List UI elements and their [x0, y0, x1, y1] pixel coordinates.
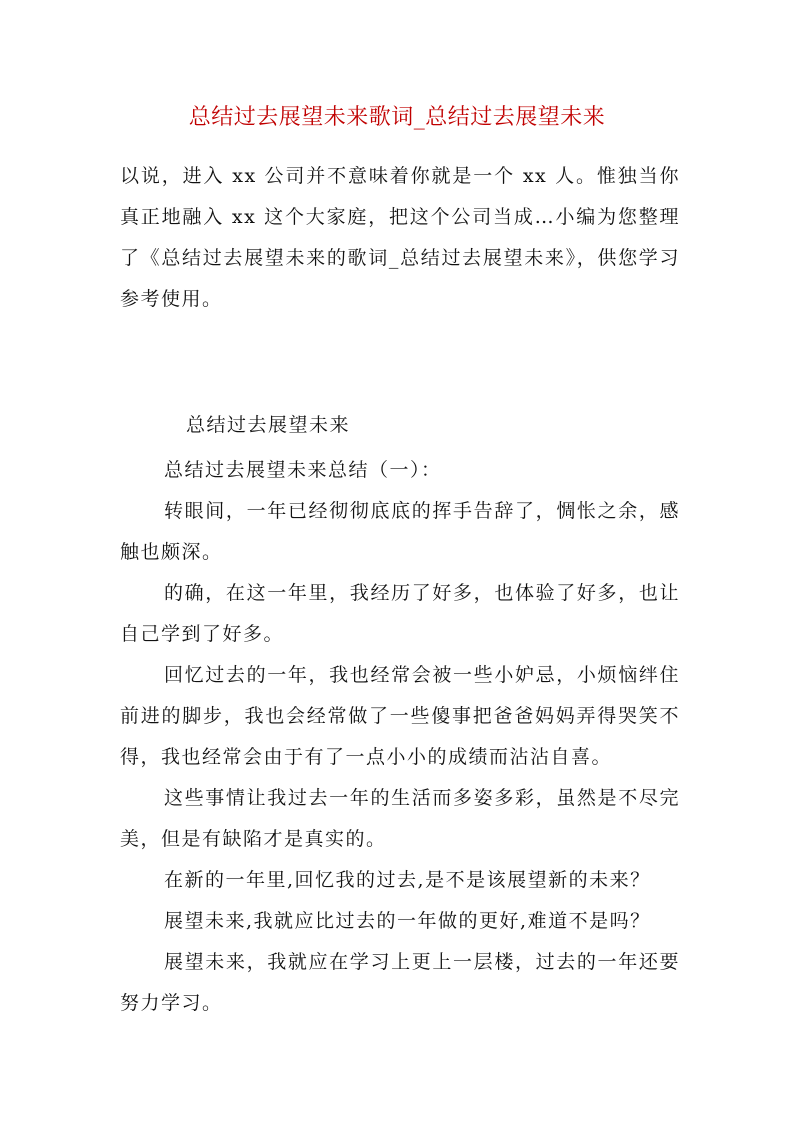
intro-paragraph: 以说，进入 xx 公司并不意味着你就是一个 xx 人。惟独当你真正地融入 xx 这个大家庭，把这个公司当成…小编为您整理了《总结过去展望未来的歌词_总结过去展望未来》，供您学习参考使用。	[120, 165, 680, 310]
paragraph-summary-label: 总结过去展望未来总结（一）：	[164, 459, 442, 481]
paragraph: 回忆过去的一年，我也经常会被一些小妒忌，小烦恼绊住前进的脚步，我也会经常做了一些傻事把爸爸妈妈弄得哭笑不得，我也经常会由于有了一点小小的成绩而沾沾自喜。	[120, 664, 680, 768]
paragraph: 展望未来，我就应在学习上更上一层楼，过去的一年还要努力学习。	[120, 951, 680, 1014]
body-text	[120, 450, 680, 1024]
section-heading: 总结过去展望未来	[186, 414, 351, 436]
paragraph: 这些事情让我过去一年的生活而多姿多彩，虽然是不尽完美，但是有缺陷才是真实的。	[120, 787, 680, 850]
paragraph: 转眼间，一年已经彻彻底底的挥手告辞了，惆怅之余，感触也颇深。	[120, 500, 680, 563]
paragraph: 在新的一年里,回忆我的过去,是不是该展望新的未来？	[164, 869, 651, 891]
paragraph: 的确，在这一年里，我经历了好多，也体验了好多，也让自己学到了好多。	[120, 582, 680, 645]
document-title: 总结过去展望未来歌词_总结过去展望未来	[188, 105, 606, 130]
paragraph: 展望未来,我就应比过去的一年做的更好,难道不是吗？	[164, 910, 651, 932]
